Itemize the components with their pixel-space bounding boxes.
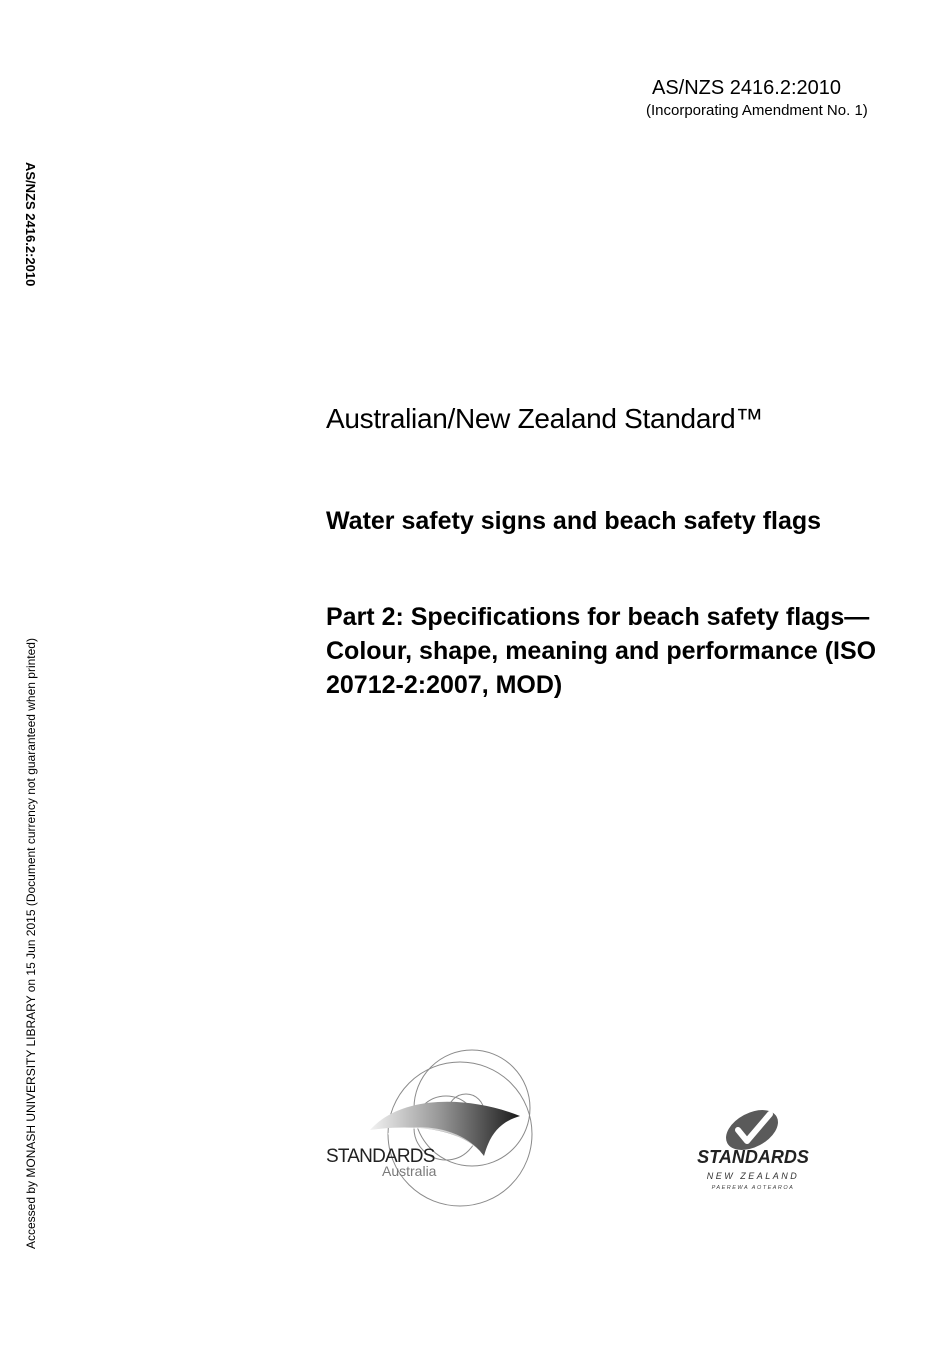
spine-label: AS/NZS 2416.2:2010 bbox=[23, 162, 38, 287]
logo-nz-maori: PAEREWA AOTEAROA bbox=[711, 1185, 795, 1191]
part-title: Part 2: Specifications for beach safety flags—Colour, shape, meaning and performance (ISO 20712-2:2007, MOD) bbox=[326, 603, 877, 699]
standard-number: AS/NZS 2416.2:2010 bbox=[652, 77, 842, 99]
document-title: Water safety signs and beach safety flags bbox=[326, 507, 822, 535]
logo-nz-sub: NEW ZEALAND bbox=[706, 1171, 800, 1181]
standards-nz-logo bbox=[676, 1100, 831, 1196]
access-note: Accessed by MONASH UNIVERSITY LIBRARY on 15 Jun 2015 (Document currency not guaranteed when printed) bbox=[24, 638, 38, 1249]
logo-au-word: STANDARDS bbox=[326, 1146, 435, 1167]
standard-type: Australian/New Zealand Standard™ bbox=[326, 403, 764, 434]
logo-nz-word: STANDARDS bbox=[697, 1147, 809, 1167]
logo-au-sub: Australia bbox=[382, 1163, 437, 1179]
amendment-note: (Incorporating Amendment No. 1) bbox=[646, 102, 868, 119]
standards-australia-logo bbox=[318, 1042, 538, 1254]
